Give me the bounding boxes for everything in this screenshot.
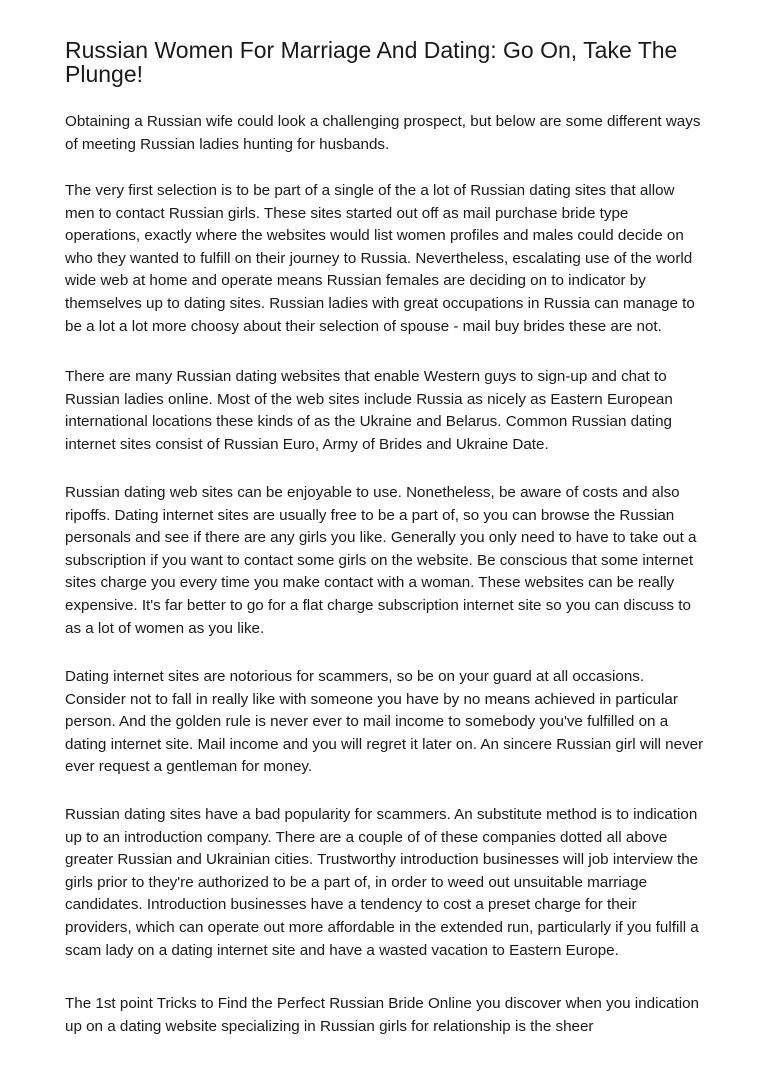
paragraph-2: The very first selection is to be part of a single of the a lot of Russian dating sites that allow men to contact Russian girls. These sites started out off as mail purchase bride type operations, exactly where the websites would list women profiles and males could decide on who they wanted to fulfill on their journey to Russia. Nevertheless, escalating use of the world wide web at home and operate means Russian females are deciding on to indicator by themselves up to dating sites. Russian ladies with great occupations in Russia can manage to be a lot a lot more choosy about their selection of spouse - mail buy brides these are not. <box>65 182 695 335</box>
paragraph-1: Obtaining a Russian wife could look a challenging prospect, but below are some different ways of meeting Russian ladies hunting for husbands. <box>65 113 701 153</box>
paragraph-5: Dating internet sites are notorious for scammers, so be on your guard at all occasions. Consider not to fall in really like with someone you have by no means achieved in particular person. And the golden rule is never ever to mail income to somebody you've fulfilled on a dating internet site. Mail income and you will regret it later on. An sincere Russian girl will never ever request a gentleman for money. <box>65 668 704 776</box>
paragraph-4: Russian dating web sites can be enjoyable to use. Nonetheless, be aware of costs and also ripoffs. Dating internet sites are usually free to be a part of, so you can browse the Russian personals and see if there are any girls you like. Generally you only need to have to take out a subscription if you want to contact some girls on the website. Be conscious that some internet sites charge you every time you make contact with a woman. These websites can be really expensive. It's far better to go for a flat charge subscription internet site so you can discuss to as a lot of women as you like. <box>65 484 697 637</box>
page-title: Russian Women For Marriage And Dating: Go On, Take The Plunge! <box>65 37 678 87</box>
paragraph-3: There are many Russian dating websites that enable Western guys to sign-up and chat to Russian ladies online. Most of the web sites include Russia as nicely as Eastern European international locations these kinds of as the Ukraine and Belarus. Common Russian dating internet sites consist of Russian Euro, Army of Brides and Ukraine Date. <box>65 368 673 453</box>
paragraph-6: Russian dating sites have a bad popularity for scammers. An substitute method is to indication up to an introduction company. There are a couple of of these companies dotted all above greater Russian and Ukrainian cities. Trustworthy introduction businesses will job interview the girls prior to they're authorized to be a part of, in order to weed out unsuitable marriage candidates. Introduction businesses have a tendency to cost a preset charge for their providers, which can operate out more affordable in the extended run, particularly if you fulfill a scam lady on a dating internet site and have a wasted vacation to Eastern Europe. <box>65 806 699 959</box>
paragraph-7: The 1st point Tricks to Find the Perfect Russian Bride Online you discover when you indication up on a dating website specializing in Russian girls for relationship is the sheer <box>65 995 699 1035</box>
